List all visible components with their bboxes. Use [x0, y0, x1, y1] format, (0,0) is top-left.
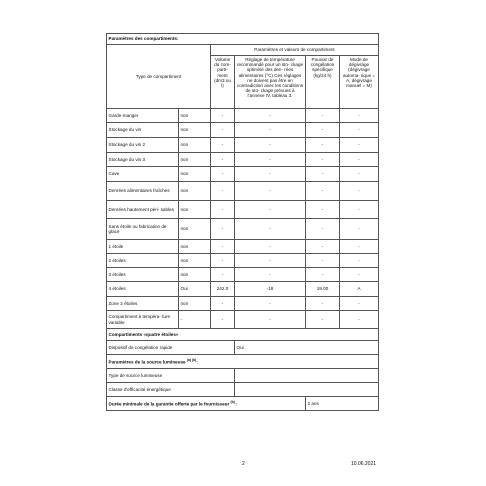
compartment-defrost-mode: - [340, 153, 379, 167]
compartment-present: non [179, 182, 211, 201]
compartment-temperature: - [235, 297, 306, 311]
compartment-row [107, 123, 379, 138]
compartment-row [107, 240, 379, 254]
compartment-temperature: - [235, 109, 306, 123]
compartment-present: non [179, 167, 211, 182]
compartment-temperature: - [235, 311, 306, 329]
compartment-defrost-mode: - [340, 123, 379, 138]
compartment-name: Cave [107, 167, 179, 182]
compartment-volume: - [211, 254, 235, 268]
header-freezing-capacity: Pouvoir de congélation spécifique (kg/24 h) [306, 56, 340, 109]
footer-date: 10.06.2021 [351, 461, 377, 467]
compartment-present: non [179, 254, 211, 268]
rapid-freeze-label: Dispositif de congélation rapide [107, 341, 235, 355]
guarantee-value: 2 ans [306, 397, 379, 411]
header-temperature: Réglage de température recommandé pour un sto- ckage optimisé des den- rées alimentaires (°C) Ces réglages ne doivent pas être en contradiction avec les conditions de sto- ckage prévues à l'annexe IV, tableau 3. [235, 56, 306, 109]
compartment-name: 1 étoile [107, 240, 179, 254]
compartment-temperature: - [235, 138, 306, 153]
compartment-name: Stockage du vin [107, 123, 179, 138]
compartment-present: non [179, 201, 211, 219]
page-number: 2 [242, 461, 245, 467]
compartment-volume: - [211, 201, 235, 219]
compartment-freezing-capacity: - [306, 311, 340, 329]
compartment-volume: - [211, 268, 235, 282]
compartment-defrost-mode: - [340, 311, 379, 329]
light-title-row [107, 355, 379, 369]
compartment-name: 2 étoiles [107, 254, 179, 268]
light-class-label: Classe d'efficacité énergétique [107, 383, 235, 397]
compartment-temperature: - [235, 123, 306, 138]
compartment-volume: - [211, 311, 235, 329]
light-type-value [235, 369, 379, 383]
compartment-row [107, 201, 379, 219]
header-defrost-mode: Mode de dégivrage (dégivrage automa- tique = A, dégivrage manuel = M) [340, 56, 379, 109]
compartment-freezing-capacity: - [306, 123, 340, 138]
compartment-present: non [179, 123, 211, 138]
compartment-present: non [179, 219, 211, 240]
compartment-freezing-capacity: - [306, 219, 340, 240]
compartment-defrost-mode: - [340, 109, 379, 123]
light-class-row [107, 383, 379, 397]
compartment-row [107, 109, 379, 123]
section-title-row [107, 34, 379, 45]
compartment-defrost-mode: - [340, 201, 379, 219]
compartment-defrost-mode: - [340, 240, 379, 254]
compartment-freezing-capacity: - [306, 109, 340, 123]
compartment-name: 4 étoiles [107, 282, 179, 297]
compartment-freezing-capacity: - [306, 138, 340, 153]
compartment-temperature: - [235, 240, 306, 254]
compartment-name: Compartiment à tempéra- ture variable [107, 311, 179, 329]
light-type-row [107, 369, 379, 383]
rapid-freeze-row [107, 341, 379, 355]
compartment-temperature: - [235, 201, 306, 219]
compartment-name: Denrées hautement péri- sables [107, 201, 179, 219]
compartment-name: Sans étoile ou fabrication de glace [107, 219, 179, 240]
light-type-label: Type de source lumineuse [107, 369, 235, 383]
compartment-defrost-mode: - [340, 167, 379, 182]
compartment-defrost-mode: - [340, 182, 379, 201]
compartment-name: Zone 2 étoiles [107, 297, 179, 311]
compartment-present: Oui [179, 282, 211, 297]
compartment-freezing-capacity: - [306, 167, 340, 182]
compartment-freezing-capacity: - [306, 254, 340, 268]
four-star-title-row [107, 329, 379, 341]
header-group: Paramètres et valeurs de compartiment [211, 45, 379, 56]
compartment-volume: - [211, 153, 235, 167]
compartment-row [107, 219, 379, 240]
compartment-temperature: -18 [235, 282, 306, 297]
guarantee-row [107, 397, 379, 411]
compartment-volume: - [211, 138, 235, 153]
compartment-temperature: - [235, 182, 306, 201]
light-title: Paramètres de la source lumineuse $^{(a) (b)}$: [107, 355, 379, 369]
compartment-defrost-mode: - [340, 254, 379, 268]
compartment-freezing-capacity: - [306, 182, 340, 201]
compartment-defrost-mode: - [340, 297, 379, 311]
compartment-volume: - [211, 182, 235, 201]
compartment-row [107, 138, 379, 153]
compartment-defrost-mode: - [340, 138, 379, 153]
compartment-present: non [179, 153, 211, 167]
compartment-present: non [179, 297, 211, 311]
compartment-freezing-capacity: - [306, 153, 340, 167]
compartment-volume: 242.0 [211, 282, 235, 297]
compartment-parameters-table [106, 33, 379, 411]
header-group-row [107, 45, 379, 56]
compartment-volume: - [211, 297, 235, 311]
compartment-temperature: - [235, 219, 306, 240]
compartment-volume: - [211, 109, 235, 123]
compartment-row [107, 254, 379, 268]
compartment-temperature: - [235, 254, 306, 268]
light-class-value [235, 383, 379, 397]
compartment-name: Denrées alimentaires fraîches [107, 182, 179, 201]
compartment-present: - [179, 311, 211, 329]
compartment-freezing-capacity: 19.00 [306, 282, 340, 297]
compartment-volume: - [211, 123, 235, 138]
compartment-volume: - [211, 240, 235, 254]
compartment-name: Garde-manger [107, 109, 179, 123]
guarantee-label: Durée minimale de la garantie offerte par le fournisseur $^{(b)}$ : [107, 397, 306, 411]
compartment-defrost-mode: - [340, 268, 379, 282]
compartment-row [107, 311, 379, 329]
section-title: Paramètres des compartiments: [107, 34, 379, 45]
compartment-defrost-mode: - [340, 219, 379, 240]
compartment-present: non [179, 138, 211, 153]
compartment-present: non [179, 268, 211, 282]
compartment-row [107, 182, 379, 201]
compartment-present: non [179, 240, 211, 254]
compartment-temperature: - [235, 153, 306, 167]
compartment-freezing-capacity: - [306, 201, 340, 219]
compartment-name: Stockage du vin 2 [107, 138, 179, 153]
rapid-freeze-value: Oui [235, 341, 379, 355]
compartment-freezing-capacity: - [306, 240, 340, 254]
compartment-temperature: - [235, 167, 306, 182]
compartment-name: Stockage du vin 3 [107, 153, 179, 167]
compartment-row [107, 297, 379, 311]
header-volume: Volume du com- parti- ment (dm3 ou l) [211, 56, 235, 109]
compartment-name: 3 étoiles [107, 268, 179, 282]
four-star-title: Compartiments «quatre étoiles» [107, 329, 379, 341]
compartment-row [107, 167, 379, 182]
header-compartment-type: Type de compartiment [107, 45, 211, 109]
compartment-present: non [179, 109, 211, 123]
compartment-volume: - [211, 167, 235, 182]
compartment-freezing-capacity: - [306, 297, 340, 311]
compartment-volume: - [211, 219, 235, 240]
compartment-row [107, 282, 379, 297]
compartment-defrost-mode: A [340, 282, 379, 297]
compartment-row [107, 268, 379, 282]
compartment-temperature: - [235, 268, 306, 282]
compartment-row [107, 153, 379, 167]
compartment-freezing-capacity: - [306, 268, 340, 282]
